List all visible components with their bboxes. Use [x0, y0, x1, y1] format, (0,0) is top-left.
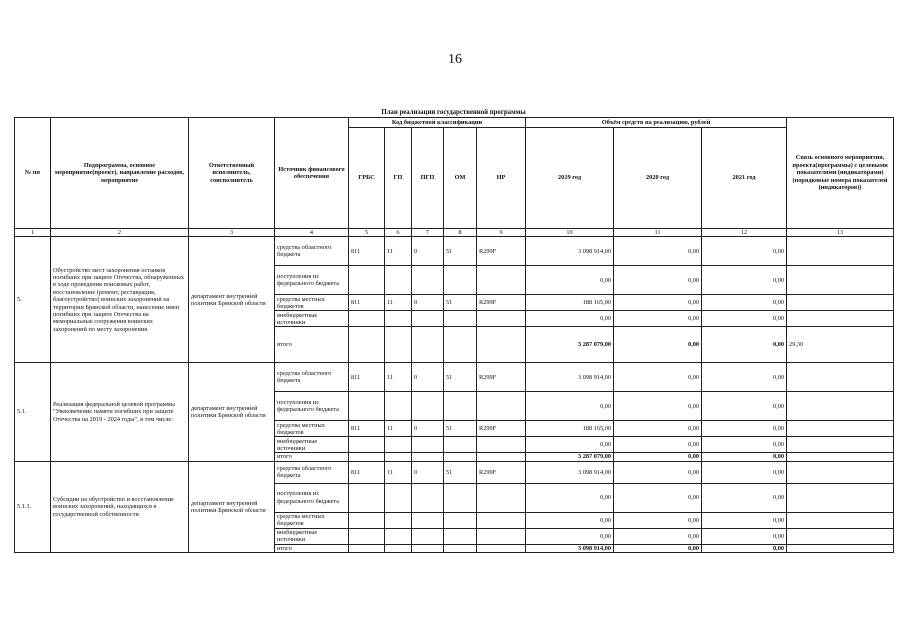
code-pgp: 0 [412, 363, 444, 392]
code-gp [385, 266, 412, 295]
amount-2020: 0,00 [614, 528, 702, 544]
program-plan-table [14, 117, 894, 553]
code-np [477, 437, 526, 453]
code-gp [385, 483, 412, 512]
amount-2021: 0,00 [702, 327, 787, 363]
funding-source: средства местных бюджетов [275, 421, 349, 437]
event-name: Обустройство мест захоронения останков погибших при защите Отечества, обнаруженных в ходе проведения поисковых работ, восстановление (ремонт, реставрация, благоустройство) воинских захоронений на территории Брянской области, нанесение имен погибших при защите Отечества на мемориальные сооружения воинских захоронений по месту захоронения [51, 237, 189, 363]
code-om [444, 453, 477, 461]
table-caption: План реализации государственной программы [381, 109, 526, 116]
amount-2020: 0,00 [614, 311, 702, 327]
code-gp [385, 327, 412, 363]
amount-2020: 0,00 [614, 295, 702, 311]
column-number: 13 [787, 229, 894, 237]
amount-2021: 0,00 [702, 437, 787, 453]
amount-2020: 0,00 [614, 483, 702, 512]
indicator-link [787, 512, 894, 528]
amount-2021: 0,00 [702, 461, 787, 483]
indicator-link [787, 421, 894, 437]
funding-source: средства местных бюджетов [275, 295, 349, 311]
amount-2021: 0,00 [702, 512, 787, 528]
plan-table-body [15, 237, 894, 553]
code-grbs [349, 266, 385, 295]
code-pgp: 0 [412, 237, 444, 266]
code-pgp [412, 528, 444, 544]
column-number: 5 [349, 229, 385, 237]
column-number: 11 [614, 229, 702, 237]
amount-2021: 0,00 [702, 453, 787, 461]
amount-2020: 0,00 [614, 363, 702, 392]
column-number: 12 [702, 229, 787, 237]
amount-2019: 3 287 079,00 [526, 327, 614, 363]
amount-2020: 0,00 [614, 266, 702, 295]
funding-source: итого [275, 327, 349, 363]
amount-2019: 3 098 914,00 [526, 461, 614, 483]
code-om [444, 266, 477, 295]
header-pgp: ПГП [412, 128, 444, 229]
code-grbs: 811 [349, 363, 385, 392]
page-number: 16 [448, 52, 462, 67]
code-np [477, 483, 526, 512]
amount-2019: 3 098 914,00 [526, 237, 614, 266]
header-2019: 2019 год [526, 128, 614, 229]
amount-2021: 0,00 [702, 237, 787, 266]
amount-2021: 0,00 [702, 295, 787, 311]
funding-source: итого [275, 453, 349, 461]
responsible-executor: департамент внутренней политики Брянской области [189, 237, 275, 363]
header-volume-group: Объём средств на реализацию, рублей [526, 118, 787, 128]
code-gp [385, 544, 412, 552]
code-pgp [412, 512, 444, 528]
amount-2021: 0,00 [702, 528, 787, 544]
amount-2019: 3 098 914,00 [526, 544, 614, 552]
code-om [444, 437, 477, 453]
code-grbs [349, 528, 385, 544]
code-grbs [349, 544, 385, 552]
column-number: 1 [15, 229, 51, 237]
code-np [477, 544, 526, 552]
funding-source: внебюджетные источники [275, 311, 349, 327]
code-np: R299F [477, 237, 526, 266]
funding-source: итого [275, 544, 349, 552]
header-indicator-link: Связь основного мероприятия, проекта(программы) с целевыми показателями (индикаторами) (порядковые номера показателей (индикаторов)) [787, 118, 894, 229]
indicator-link [787, 453, 894, 461]
code-gp [385, 512, 412, 528]
code-om [444, 483, 477, 512]
amount-2019: 0,00 [526, 512, 614, 528]
amount-2019: 188 165,00 [526, 295, 614, 311]
amount-2021: 0,00 [702, 392, 787, 421]
code-pgp [412, 311, 444, 327]
funding-source: внебюджетные источники [275, 528, 349, 544]
amount-2020: 0,00 [614, 392, 702, 421]
amount-2021: 0,00 [702, 363, 787, 392]
header-name: Подпрограмма, основное мероприятие(проект), направление расходов, мероприятие [51, 118, 189, 229]
code-grbs [349, 437, 385, 453]
row-index: 5.1.1. [15, 461, 51, 552]
amount-2019: 0,00 [526, 528, 614, 544]
funding-source: средства местных бюджетов [275, 512, 349, 528]
code-om: 51 [444, 461, 477, 483]
amount-2019: 0,00 [526, 311, 614, 327]
code-gp: 11 [385, 295, 412, 311]
responsible-executor: департамент внутренней политики Брянской области [189, 363, 275, 461]
funding-source: поступления из федерального бюджета [275, 266, 349, 295]
header-budget-code-group: Код бюджетной классификации [349, 118, 526, 128]
code-om [444, 512, 477, 528]
code-gp [385, 453, 412, 461]
code-np [477, 327, 526, 363]
column-number: 6 [385, 229, 412, 237]
column-number: 8 [444, 229, 477, 237]
code-pgp [412, 544, 444, 552]
code-grbs [349, 453, 385, 461]
code-gp: 11 [385, 363, 412, 392]
column-number: 3 [189, 229, 275, 237]
indicator-link [787, 437, 894, 453]
header-source: Источник финансового обеспечения [275, 118, 349, 229]
code-grbs: 811 [349, 237, 385, 266]
event-name: Субсидии на обустройство и восстановление воинских захоронений, находящихся в государственной собственности [51, 461, 189, 552]
code-pgp [412, 437, 444, 453]
indicator-link [787, 237, 894, 266]
code-grbs: 811 [349, 461, 385, 483]
code-om: 51 [444, 363, 477, 392]
code-np [477, 453, 526, 461]
code-np [477, 266, 526, 295]
indicator-link [787, 461, 894, 483]
amount-2019: 0,00 [526, 483, 614, 512]
code-om [444, 528, 477, 544]
amount-2021: 0,00 [702, 421, 787, 437]
amount-2021: 0,00 [702, 544, 787, 552]
amount-2019: 0,00 [526, 266, 614, 295]
code-np [477, 528, 526, 544]
amount-2021: 0,00 [702, 483, 787, 512]
indicator-link [787, 483, 894, 512]
code-pgp [412, 392, 444, 421]
header-2020: 2020 год [614, 128, 702, 229]
amount-2020: 0,00 [614, 453, 702, 461]
column-number: 2 [51, 229, 189, 237]
code-np [477, 311, 526, 327]
indicator-link [787, 295, 894, 311]
header-num: № пп [15, 118, 51, 229]
amount-2019: 3 098 914,00 [526, 363, 614, 392]
funding-source: поступления из федерального бюджета [275, 483, 349, 512]
amount-2020: 0,00 [614, 544, 702, 552]
code-om [444, 311, 477, 327]
code-grbs [349, 311, 385, 327]
code-pgp [412, 266, 444, 295]
code-om: 51 [444, 421, 477, 437]
indicator-link [787, 528, 894, 544]
code-gp [385, 311, 412, 327]
code-gp [385, 437, 412, 453]
amount-2020: 0,00 [614, 421, 702, 437]
code-pgp: 0 [412, 295, 444, 311]
amount-2019: 3 287 079,00 [526, 453, 614, 461]
indicator-link [787, 544, 894, 552]
amount-2020: 0,00 [614, 237, 702, 266]
funding-source: внебюджетные источники [275, 437, 349, 453]
amount-2020: 0,00 [614, 461, 702, 483]
code-pgp [412, 327, 444, 363]
code-gp: 11 [385, 237, 412, 266]
funding-source: средства областного бюджета [275, 461, 349, 483]
funding-source: поступления из федерального бюджета [275, 392, 349, 421]
indicator-link: 29,30 [787, 327, 894, 363]
amount-2021: 0,00 [702, 266, 787, 295]
header-om: ОМ [444, 128, 477, 229]
row-index: 5. [15, 237, 51, 363]
code-pgp: 0 [412, 461, 444, 483]
code-gp [385, 528, 412, 544]
header-np: НР [477, 128, 526, 229]
amount-2021: 0,00 [702, 311, 787, 327]
indicator-link [787, 266, 894, 295]
column-number: 4 [275, 229, 349, 237]
code-om [444, 544, 477, 552]
indicator-link [787, 363, 894, 392]
indicator-link [787, 311, 894, 327]
code-pgp [412, 453, 444, 461]
code-om: 51 [444, 237, 477, 266]
column-number: 10 [526, 229, 614, 237]
event-name: Реализация федеральной целевой программы "Увековечение памяти погибших при защите Отечества на 2019 - 2024 годы", в том числе: [51, 363, 189, 461]
code-np [477, 512, 526, 528]
row-index: 5.1. [15, 363, 51, 461]
code-gp: 11 [385, 461, 412, 483]
amount-2020: 0,00 [614, 437, 702, 453]
code-gp: 11 [385, 421, 412, 437]
code-np: R299F [477, 461, 526, 483]
amount-2019: 0,00 [526, 437, 614, 453]
code-gp [385, 392, 412, 421]
code-om: 51 [444, 295, 477, 311]
code-np: R299F [477, 421, 526, 437]
amount-2020: 0,00 [614, 512, 702, 528]
funding-source: средства областного бюджета [275, 363, 349, 392]
code-pgp: 0 [412, 421, 444, 437]
code-pgp [412, 483, 444, 512]
code-om [444, 327, 477, 363]
table-row [15, 363, 894, 392]
indicator-link [787, 392, 894, 421]
code-np [477, 392, 526, 421]
code-grbs [349, 512, 385, 528]
column-number: 7 [412, 229, 444, 237]
header-grbs: ГРБС [349, 128, 385, 229]
header-executor: Ответственный исполнитель, соисполнитель [189, 118, 275, 229]
code-grbs [349, 483, 385, 512]
code-grbs [349, 327, 385, 363]
amount-2019: 0,00 [526, 392, 614, 421]
column-number: 9 [477, 229, 526, 237]
code-grbs: 811 [349, 421, 385, 437]
code-np: R299F [477, 363, 526, 392]
funding-source: средства областного бюджета [275, 237, 349, 266]
table-row [15, 461, 894, 483]
amount-2020: 0,00 [614, 327, 702, 363]
code-om [444, 392, 477, 421]
header-gp: ГП [385, 128, 412, 229]
code-grbs [349, 392, 385, 421]
code-grbs: 811 [349, 295, 385, 311]
amount-2019: 188 165,00 [526, 421, 614, 437]
code-np: R299F [477, 295, 526, 311]
table-row [15, 237, 894, 266]
responsible-executor: департамент внутренней политики Брянской области [189, 461, 275, 552]
header-2021: 2021 год [702, 128, 787, 229]
